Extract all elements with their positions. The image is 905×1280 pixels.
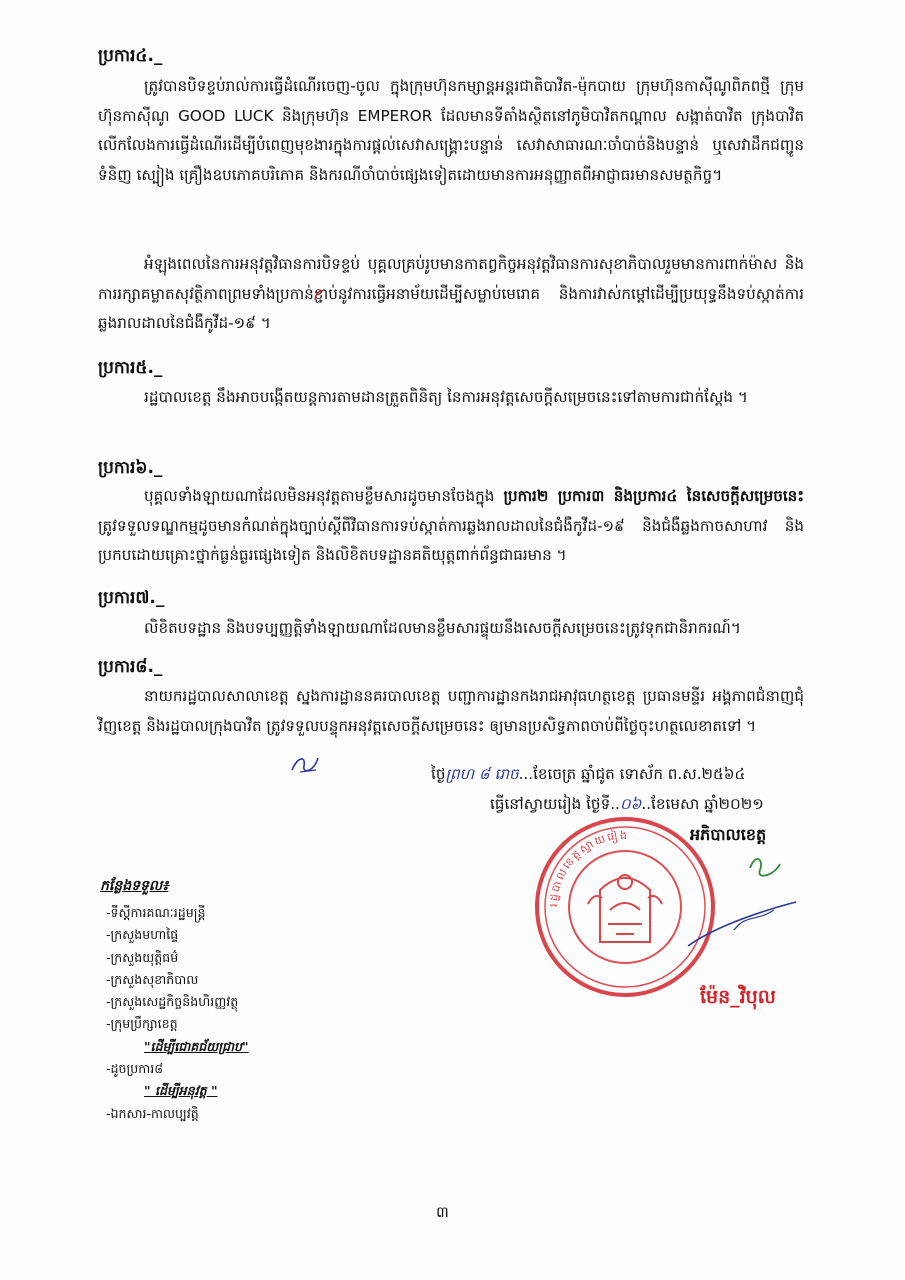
lunar-date-prefix: ថ្ងៃ (431, 765, 446, 783)
article-6-heading: ប្រការ៦._ (98, 458, 163, 478)
distribution-item: -ក្រសួងមហាផ្ទៃ (106, 927, 179, 943)
lunar-date-line (431, 762, 745, 786)
article-6-text-bold: ប្រការ២ ប្រការ៣ និងប្រការ៤ នៃសេចក្តីសម្រេចនេះ (503, 487, 804, 505)
solar-date-prefix: ធ្វើនៅស្វាយរៀង ថ្ងៃទី.. (490, 795, 620, 813)
handwritten-signature-icon (560, 850, 800, 950)
article-7-paragraph: លិខិតបទដ្ឋាន និងបទប្បញ្ញត្តិទាំងឡាយណាដែលមានខ្លឹមសារផ្ទុយនឹងសេចក្តីសម្រេចនេះត្រូវទុកជានិរាករណ៍។ (144, 619, 741, 637)
article-4-paragraph-1: ត្រូវបានបិទខ្ទប់រាល់ការធ្វើដំណើរចេញ-ចូល ក្នុងក្រុមហ៊ុនកម្សាន្តអន្តរជាតិបាវិត-ម៉ុកបាយ ក្រុមហ៊ុនកាស៊ីណូពិភពថ្មី ក្រុមហ៊ុនកាស៊ីណូ GOOD LUCK និងក្រុមហ៊ុន EMPEROR ដែលមានទីតាំងស្ថិតនៅភូមិបាវិតកណ្តាល សង្កាត់បាវិត ក្រុងបាវិត លើកលែងការធ្វើដំណើរដើម្បីបំពេញមុខងារក្នុងការផ្តល់សេវាសង្គ្រោះបន្ទាន់ សេវាសាធារណៈចាំបាច់និងបន្ទាន់ ឬសេវាដឹកជញ្ជូនទំនិញ ស្បៀង គ្រឿងឧបភោគបរិភោគ និងករណីចាំបាច់ផ្សេងទៀតដោយមានការអនុញ្ញាតពីអាជ្ញាធរមានសមត្ថកិច្ច។ (98, 77, 804, 184)
article-5-heading: ប្រការ៥._ (98, 358, 163, 378)
distribution-item: -ទីស្តីការគណៈរដ្ឋមន្ត្រី (106, 905, 206, 920)
signatory-name: ម៉ែន_វិបុល (700, 986, 776, 1008)
article-8-paragraph: នាយករដ្ឋបាលសាលាខេត្ត ស្នងការដ្ឋាននគរបាលខេត្ត បញ្ជាការដ្ឋានកងរាជអាវុធហត្ថខេត្ត ប្រធានមន្ទីរ អង្គភាពជំនាញជុំវិញខេត្ត និងរដ្ឋបាលក្រុងបាវិត ត្រូវទទួលបន្ទុកអនុវត្តសេចក្តីសម្រេចនេះ ឲ្យមានប្រសិទ្ធភាពចាប់ពីថ្ងៃចុះហត្ថលេខាតទៅ ។ (98, 687, 804, 735)
distribution-item: -ក្រសួងសេដ្ឋកិច្ចនិងហិរញ្ញវត្ថុ (106, 994, 239, 1010)
article-5-paragraph: រដ្ឋបាលខេត្ត នឹងអាចបង្កើតយន្តការតាមដានត្រួតពិនិត្យ នៃការអនុវត្តសេចក្តីសម្រេចនេះទៅតាមការជាក់ស្តែង ។ (144, 388, 748, 406)
distribution-list (106, 902, 249, 1125)
article-7-heading: ប្រការ៧._ (98, 588, 165, 608)
lunar-date-handwritten: ព្រហ ៨ រោច (445, 765, 519, 783)
page-number: ៣ (436, 1203, 449, 1221)
handwritten-initial-icon (288, 752, 324, 776)
lunar-date-suffix: ...ខែចេត្រ ឆ្នាំជូត ទោស័ក ព.ស.២៥៦៤ (518, 765, 746, 783)
article-4-paragraph-2: អំឡុងពេលនៃការអនុវត្តវិធានការបិទខ្ទប់ បុគ្គលគ្រប់រូបមានកាតព្វកិច្ចអនុវត្តវិធានការសុខាភិបាលរួមមានការពាក់ម៉ាស និងការរក្សាគម្លាតសុវត្ថិភាពព្រមទាំងប្រកាន់ខ្ជាប់នូវការធ្វើអនាម័យដើម្បីសម្លាប់មេរោគ និងការវាស់កម្តៅដើម្បីប្រយុទ្ធនឹងទប់ស្កាត់ការឆ្លងរាលដាលនៃជំងឺកូវីដ-១៩ ។ (98, 255, 804, 332)
signatory-title: អភិបាលខេត្ត (690, 825, 767, 844)
article-8-heading: ប្រការ៨._ (98, 657, 163, 677)
distribution-item: -ដូចប្រការ៨ (106, 1061, 164, 1077)
distribution-item: -ក្រុមប្រឹក្សាខេត្ត (106, 1016, 178, 1032)
distribution-item: -ក្រសួងសុខាភិបាល (106, 971, 199, 987)
solar-date-suffix: ..ខែមេសា ឆ្នាំ២០២១ (641, 795, 764, 813)
distribution-note-for-implementation: " ដើម្បីអនុវត្ត " (144, 1083, 218, 1099)
distribution-item: -ឯកសារ-កាលប្បវត្តិ (106, 1105, 199, 1121)
article-6-text-after: ត្រូវទទួលទណ្ឌកម្មដូចមានកំណត់ក្នុងច្បាប់ស្តីពីវិធានការទប់ស្កាត់ការឆ្លងរាលដាលនៃជំងឺកូវីដ-១៩ និងជំងឺឆ្លងកាចសាហាវ និងប្រកបដោយគ្រោះថ្នាក់ធ្ងន់ធ្ងរផ្សេងទៀត និងលិខិតបទដ្ឋានគតិយុត្តពាក់ព័ន្ធជាធរមាន ។ (98, 516, 804, 564)
distribution-note-for-information: "ដើម្បីជោគជ័យជ្រាប" (144, 1038, 249, 1054)
distribution-title: កន្លែងទទួល៖ (100, 878, 169, 894)
article-4-heading: ប្រការ៤._ (98, 46, 163, 66)
seal-ring-text: រដ្ឋបាលខេត្តស្វាយរៀង (546, 828, 629, 908)
distribution-item: -ក្រសួងយុត្តិធម៌ (106, 949, 179, 965)
article-6-text-before: បុគ្គលទាំងឡាយណាដែលមិនអនុវត្តតាមខ្លឹមសារដូចមានចែងក្នុង (144, 487, 504, 505)
red-correction-mark-icon (313, 288, 323, 302)
solar-date-handwritten: ០៦ (619, 795, 642, 813)
article-6-paragraph (98, 482, 804, 571)
